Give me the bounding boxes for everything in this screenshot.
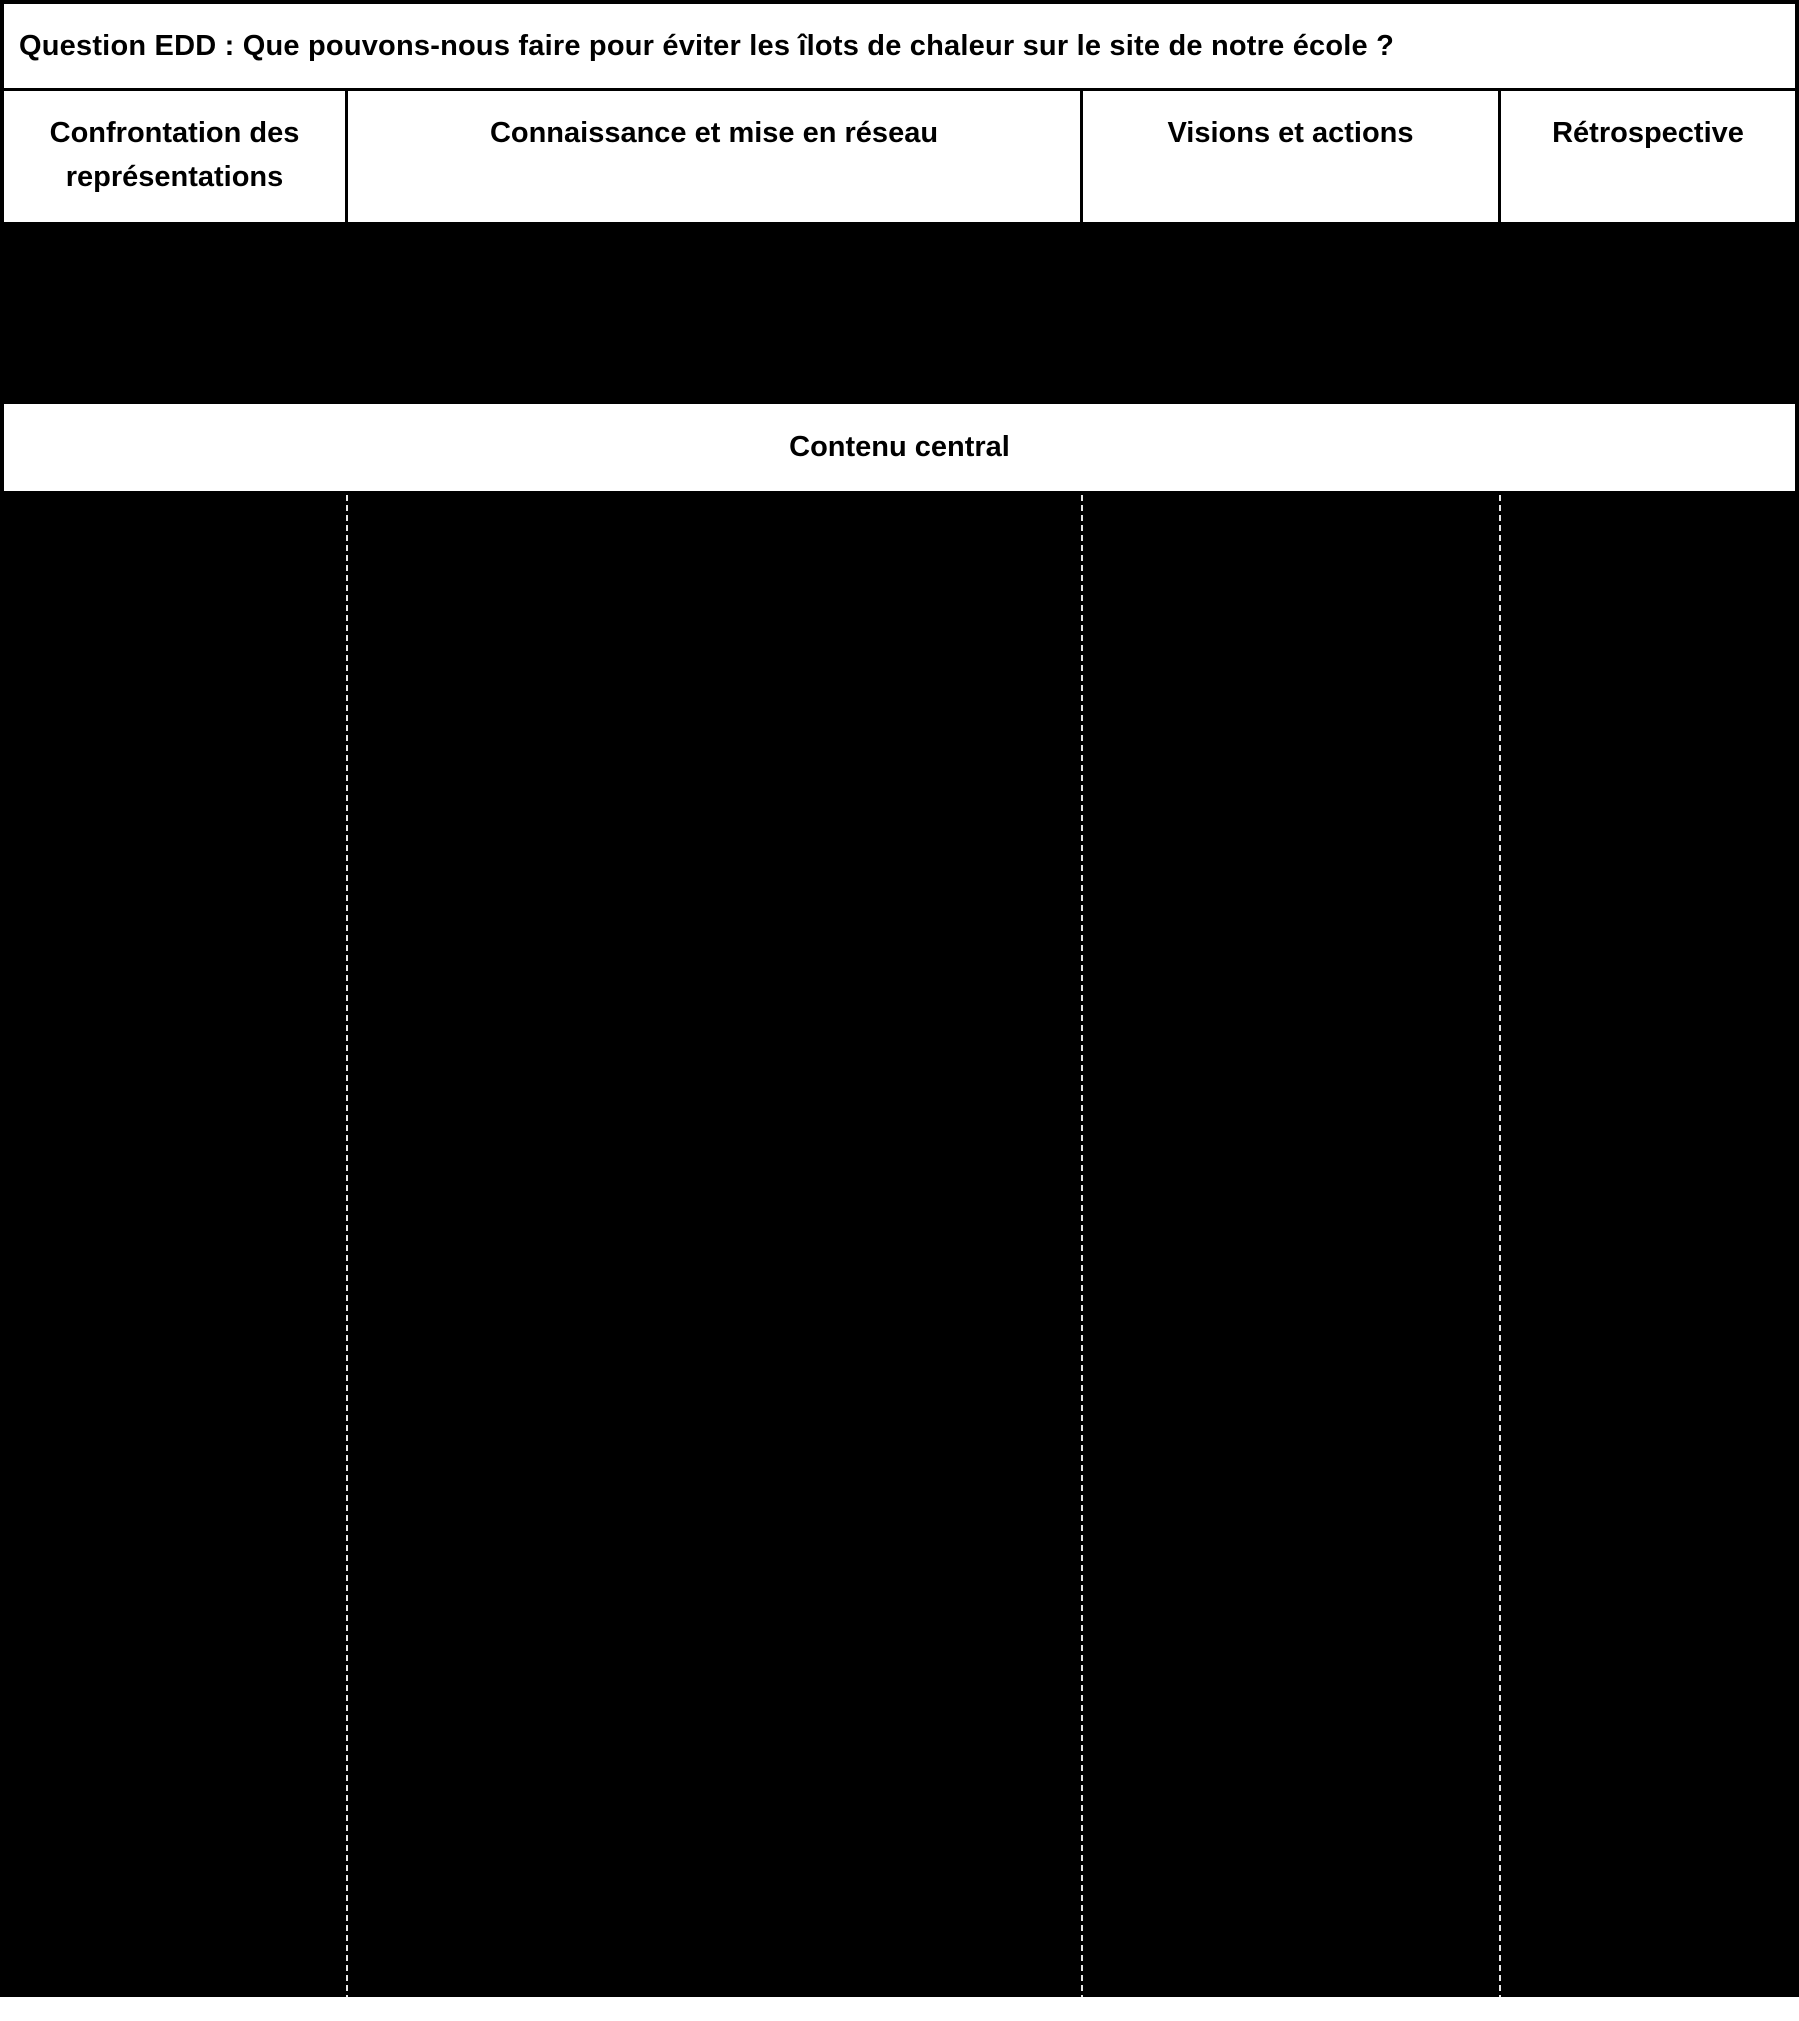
- phase-header-row: [4, 91, 1795, 222]
- redacted-content-area: [4, 491, 1795, 1997]
- edd-question-text: Question EDD : Que pouvons-nous faire pour éviter les îlots de chaleur sur le site de notre école ?: [19, 29, 1395, 62]
- phase-header-confrontation: [4, 91, 348, 222]
- redacted-band-top: [4, 222, 1795, 404]
- question-row: [4, 4, 1795, 91]
- column-separator-dashed-1: [346, 495, 348, 1997]
- phase-header-connaissance: [348, 91, 1083, 222]
- column-separator-dashed-3: [1499, 495, 1501, 1997]
- phase-header-label: Rétrospective: [1552, 117, 1744, 149]
- phase-header-label: Confrontation des représentations: [49, 117, 300, 193]
- phase-header-visions: [1083, 91, 1501, 222]
- phase-header-label: Visions et actions: [1167, 117, 1414, 149]
- central-content-band: [4, 404, 1795, 491]
- phase-header-label: Connaissance et mise en réseau: [489, 117, 939, 149]
- column-separator-dashed-2: [1081, 495, 1083, 1997]
- phase-header-retrospective: [1501, 91, 1795, 222]
- page-bottom-margin: [0, 1997, 1799, 2021]
- central-content-label: Contenu central: [789, 431, 1010, 463]
